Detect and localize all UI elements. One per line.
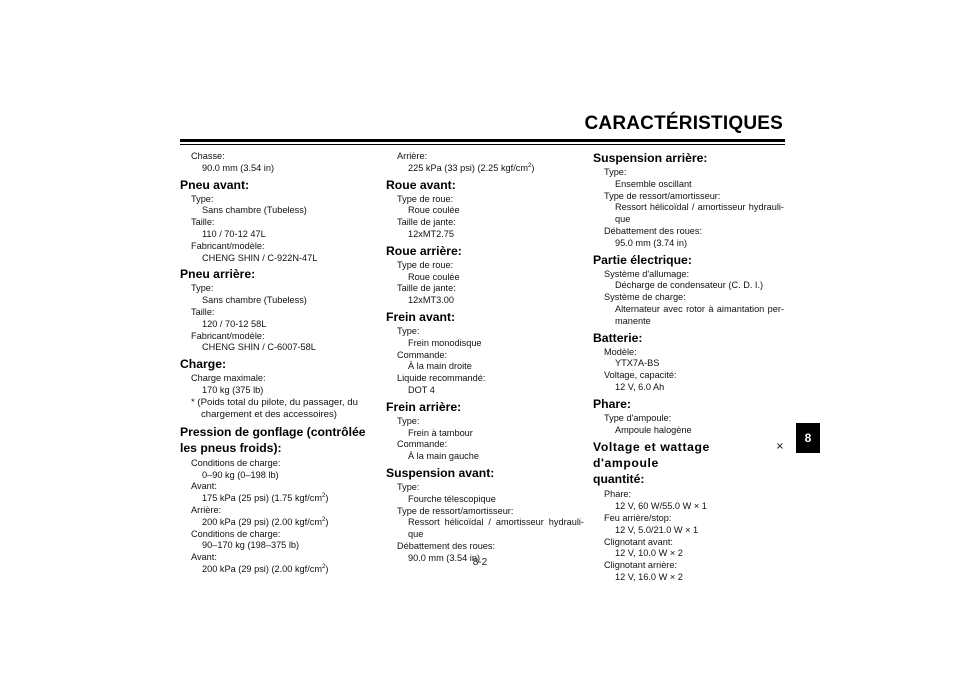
- spec-label: Type:: [397, 481, 420, 492]
- spec-label: Commande:: [397, 349, 448, 360]
- spec-label: Fabricant/modèle:: [191, 240, 265, 251]
- spec-value: Fourche télescopique: [408, 493, 496, 504]
- spec-value: 120 / 70-12 58L: [202, 318, 267, 329]
- spec-value: Roue coulée: [408, 271, 460, 282]
- spec-label: Conditions de charge:: [191, 457, 281, 468]
- column-1: [180, 151, 376, 576]
- load-note: * (Poids total du pilote, du passager, du chargement et des accessoires): [191, 396, 358, 420]
- spec-value: Ressort hélicoïdal / amortisseur hydrauli-que: [615, 202, 784, 225]
- section-heading-pressure: Pression de gonflage (contrôlée les pneus froids):: [180, 424, 366, 455]
- pressure-close: ): [531, 162, 535, 173]
- section-heading-rear-tire: Pneu arrière:: [180, 267, 256, 282]
- chapter-tab: 8: [796, 423, 820, 453]
- spec-value: 90.0 mm (3.54 in): [202, 162, 274, 173]
- spec-value: Alternateur avec rotor à aimantation per-manente: [615, 303, 784, 326]
- spec-value: 12xMT2.75: [408, 228, 454, 239]
- header-rule-thin: [180, 144, 785, 145]
- section-heading-headlight: Phare:: [593, 396, 631, 411]
- pressure-text: 200 kPa (29 psi) (2.00 kgf/cm: [202, 516, 323, 527]
- spec-value: DOT 4: [408, 384, 435, 395]
- spec-value: [202, 517, 376, 529]
- pressure-close: ): [325, 493, 329, 504]
- spec-value: Décharge de condensateur (C. D. I.): [615, 280, 764, 291]
- spec-label: Taille de jante:: [397, 283, 456, 294]
- section-heading-rear-brake: Frein arrière:: [386, 399, 462, 414]
- spec-label: Clignotant arrière:: [604, 560, 678, 571]
- spec-value: À la main droite: [408, 361, 472, 372]
- spec-label: Fabricant/modèle:: [191, 330, 265, 341]
- spec-value: 12 V, 16.0 W × 2: [615, 571, 683, 582]
- column-3: [593, 151, 784, 584]
- spec-label: Chasse:: [191, 151, 225, 161]
- section-heading-front-brake: Frein avant:: [386, 309, 456, 324]
- spec-value: CHENG SHIN / C-922N-47L: [202, 252, 318, 263]
- spec-value: 12 V, 60 W/55.0 W × 1: [615, 501, 707, 512]
- spec-value: 95.0 mm (3.74 in): [615, 237, 687, 248]
- spec-value: 90–170 kg (198–375 lb): [202, 540, 300, 551]
- spec-value: Ensemble oscillant: [615, 178, 692, 189]
- section-heading-bulbs: [593, 439, 784, 471]
- spec-value: CHENG SHIN / C-6007-58L: [202, 342, 316, 353]
- spec-value: Frein à tambour: [408, 427, 473, 438]
- spec-label: Taille:: [191, 306, 215, 317]
- spec-label: Débattement des roues:: [397, 540, 496, 551]
- superscript: 2: [322, 516, 326, 523]
- spec-label: Taille de jante:: [397, 217, 456, 228]
- spec-value: Sans chambre (Tubeless): [202, 205, 307, 216]
- pressure-close: ): [325, 516, 329, 527]
- spec-label: Modèle:: [604, 346, 637, 357]
- spec-label: Type de ressort/amortisseur:: [604, 190, 721, 201]
- section-heading-front-wheel: Roue avant:: [386, 177, 456, 192]
- spec-value: 90.0 mm (3.54 in): [408, 552, 480, 563]
- section-heading-battery: Batterie:: [593, 330, 643, 345]
- spec-label: Arrière:: [397, 151, 428, 161]
- spec-value: [202, 493, 376, 505]
- pressure-text: 175 kPa (25 psi) (1.75 kgf/cm: [202, 493, 323, 504]
- spec-label: Type:: [397, 415, 420, 426]
- spec-label: Voltage, capacité:: [604, 370, 677, 381]
- spec-label: Clignotant avant:: [604, 536, 673, 547]
- spec-label: Type d'ampoule:: [604, 412, 672, 423]
- spec-value: 170 kg (375 lb): [202, 384, 264, 395]
- spec-label: Système d'allumage:: [604, 268, 689, 279]
- pressure-text: 200 kPa (29 psi) (2.00 kgf/cm: [202, 563, 323, 574]
- section-heading-front-suspension: Suspension avant:: [386, 465, 495, 480]
- spec-value: À la main gauche: [408, 451, 479, 462]
- section-heading-load: Charge:: [180, 357, 227, 372]
- pressure-text: 225 kPa (33 psi) (2.25 kgf/cm: [408, 162, 529, 173]
- column-2: [386, 151, 584, 565]
- spec-value: 110 / 70-12 47L: [202, 228, 266, 239]
- spec-label: Système de charge:: [604, 292, 686, 303]
- spec-value: 12 V, 5.0/21.0 W × 1: [615, 524, 699, 535]
- page-title: CARACTÉRISTIQUES: [584, 113, 783, 134]
- spec-value: 0–90 kg (0–198 lb): [202, 469, 279, 480]
- spec-label: Type:: [397, 325, 420, 336]
- section-heading-front-tire: Pneu avant:: [180, 177, 250, 192]
- spec-label: Type:: [191, 193, 214, 204]
- spec-label: Type de roue:: [397, 259, 454, 270]
- section-heading-rear-suspension: Suspension arrière:: [593, 151, 708, 165]
- spec-value: [202, 564, 376, 576]
- spec-label: Feu arrière/stop:: [604, 512, 672, 523]
- multiply-sign: ×: [775, 441, 784, 453]
- spec-label: Débattement des roues:: [604, 225, 703, 236]
- spec-value: 12 V, 10.0 W × 2: [615, 548, 683, 559]
- page-number: 8-2: [472, 557, 488, 568]
- spec-label: Phare:: [604, 489, 632, 500]
- spec-label: Arrière:: [191, 504, 222, 515]
- spec-value: Ampoule halogène: [615, 424, 692, 435]
- pressure-close: ): [325, 563, 329, 574]
- spec-label: Charge maximale:: [191, 373, 266, 384]
- spec-label: Conditions de charge:: [191, 528, 281, 539]
- spec-value: Ressort hélicoïdal / amortisseur hydrauli-que: [408, 517, 584, 540]
- spec-label: Commande:: [397, 439, 448, 450]
- superscript: 2: [322, 563, 326, 570]
- spec-value: 12 V, 6.0 Ah: [615, 381, 665, 392]
- spec-value: Frein monodisque: [408, 337, 482, 348]
- section-heading-rear-wheel: Roue arrière:: [386, 243, 462, 258]
- spec-label: Type de roue:: [397, 193, 454, 204]
- section-heading-bulbs-line2: quantité:: [593, 472, 645, 487]
- bulbs-heading-text: Voltage et wattage d'ampoule: [593, 440, 710, 471]
- spec-value: [408, 163, 584, 175]
- superscript: 2: [322, 493, 326, 500]
- spec-label: Avant:: [191, 552, 217, 563]
- section-heading-electrical: Partie électrique:: [593, 252, 692, 267]
- spec-label: Type de ressort/amortisseur:: [397, 505, 514, 516]
- header-rule-thick: [180, 139, 785, 142]
- spec-value: YTX7A-BS: [615, 358, 660, 369]
- spec-value: 12xMT3.00: [408, 295, 454, 306]
- spec-label: Taille:: [191, 217, 215, 228]
- superscript: 2: [528, 162, 532, 169]
- spec-label: Avant:: [191, 481, 217, 492]
- spec-label: Type:: [604, 167, 627, 177]
- spec-value: Sans chambre (Tubeless): [202, 295, 307, 306]
- spec-value: Roue coulée: [408, 205, 460, 216]
- spec-label: Liquide recommandé:: [397, 373, 486, 384]
- spec-label: Type:: [191, 283, 214, 294]
